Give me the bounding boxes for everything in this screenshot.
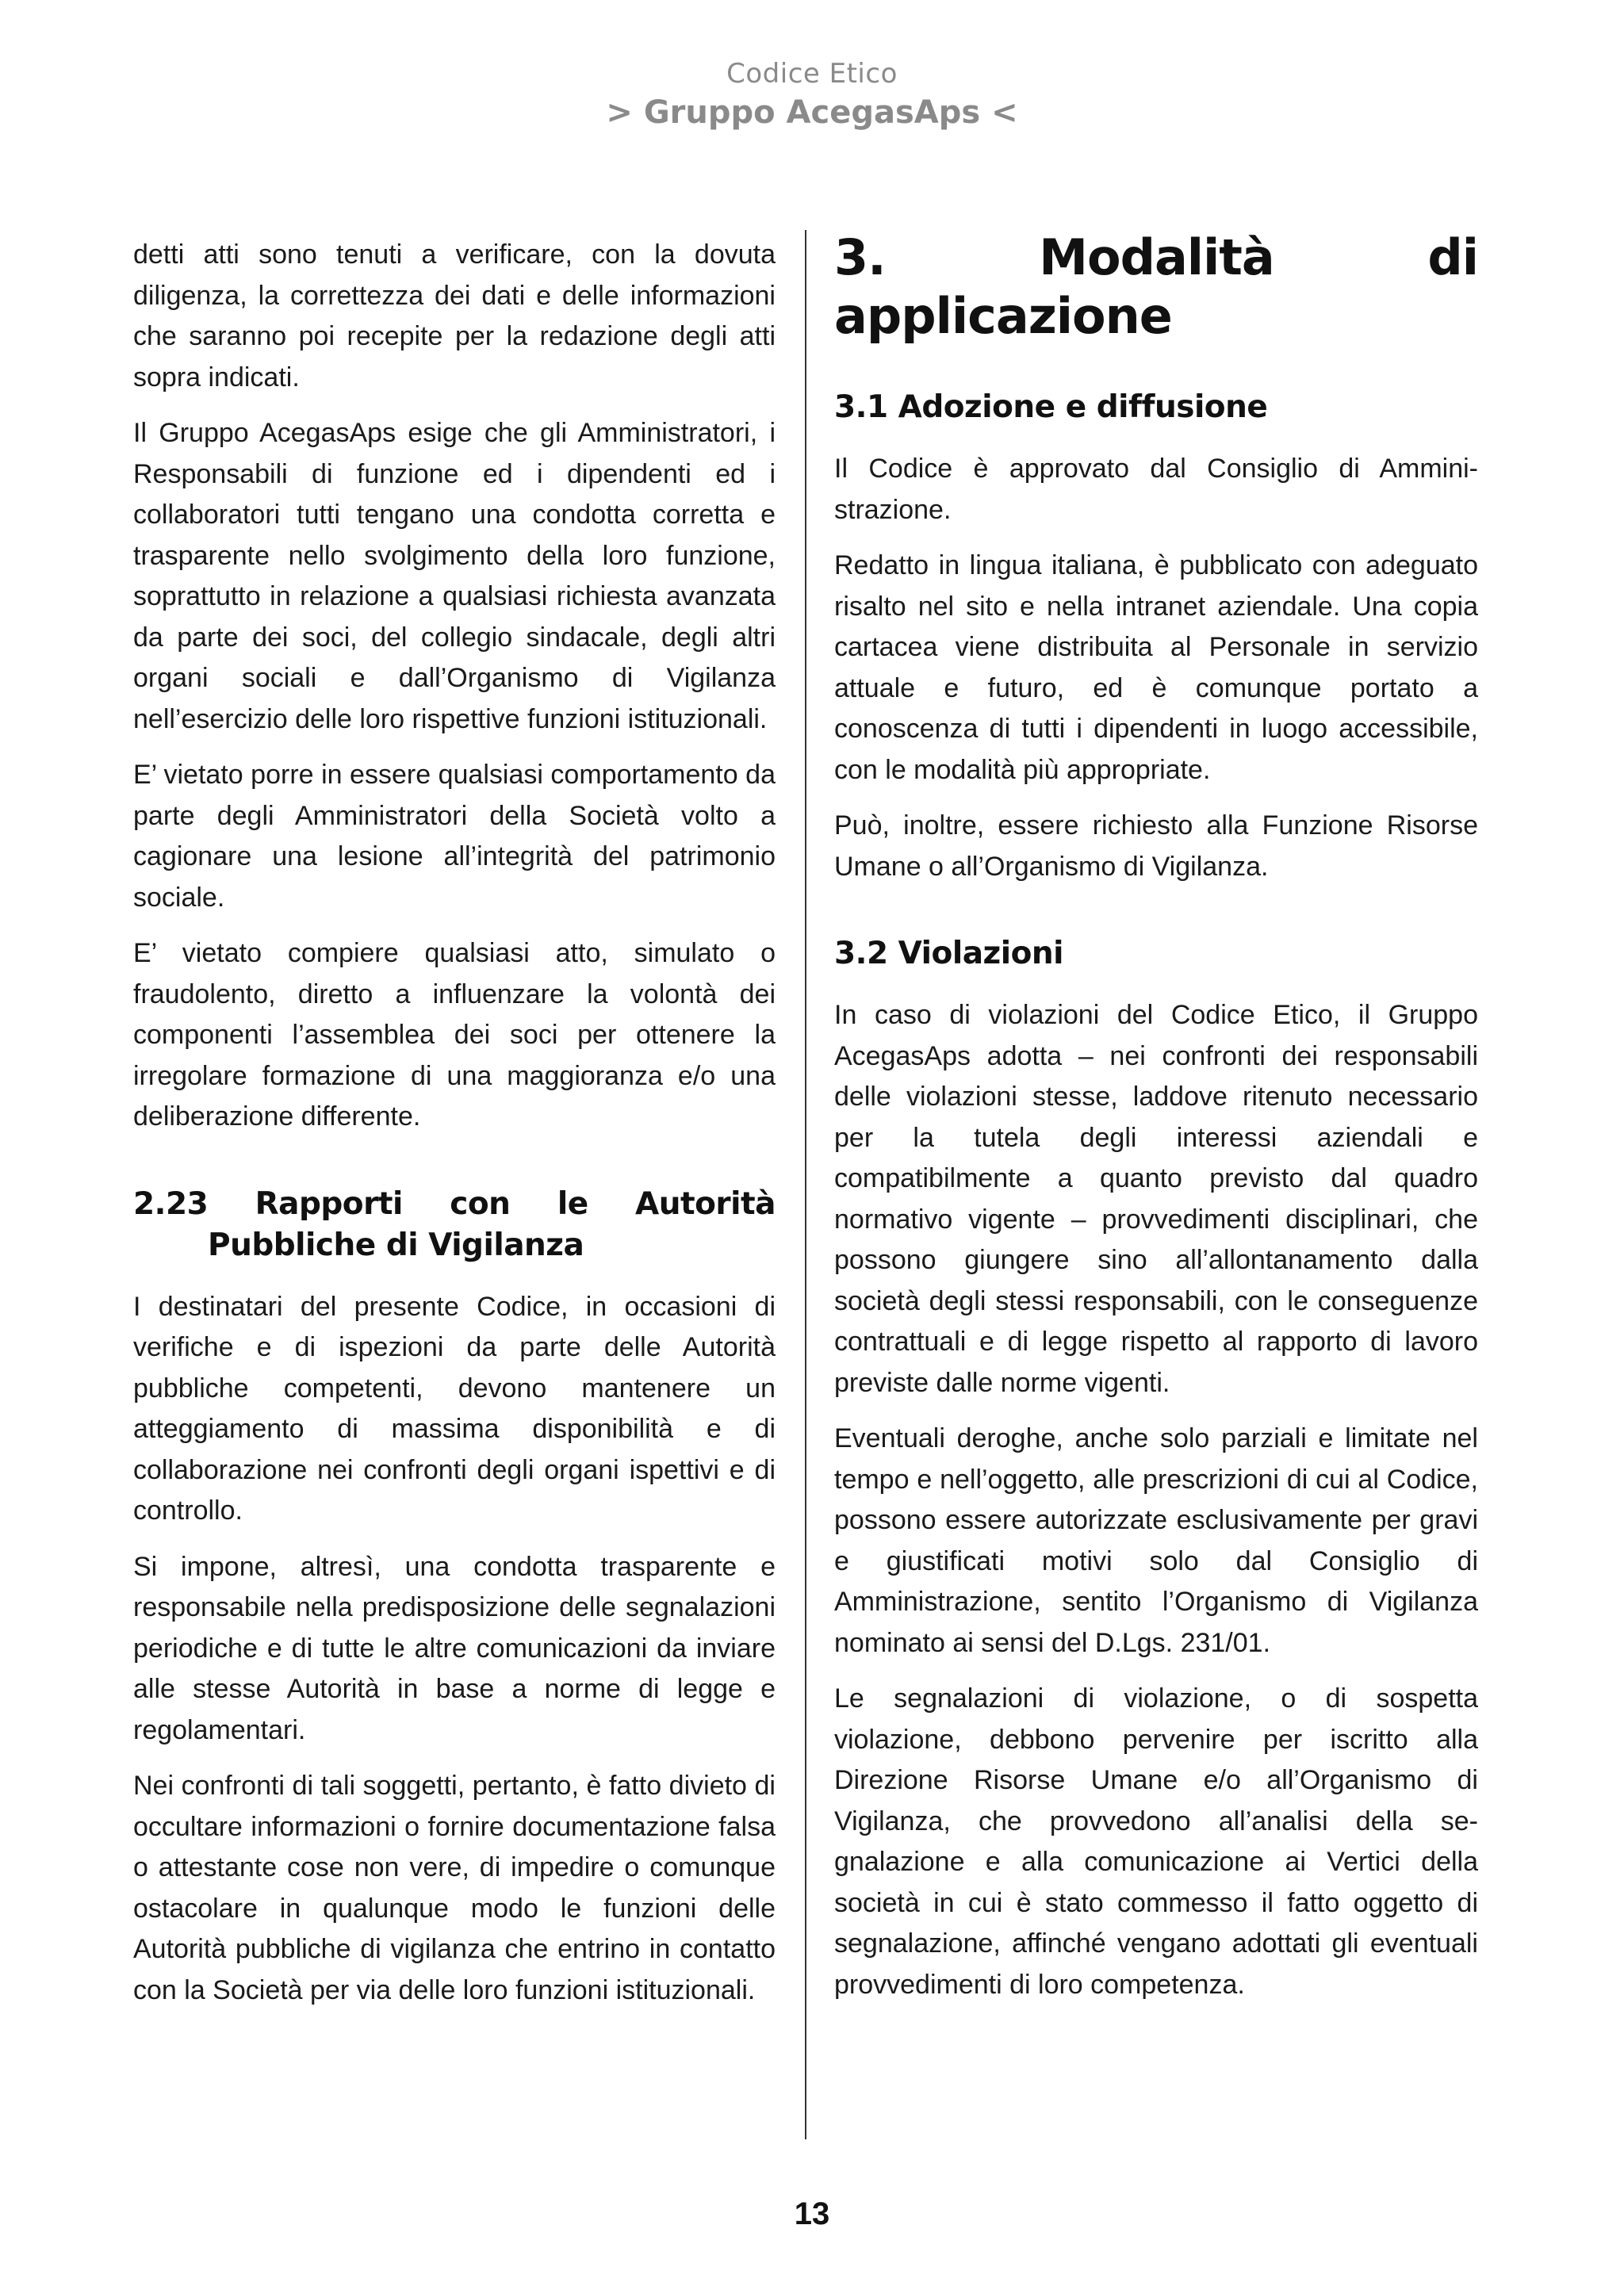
left-column: [133, 235, 776, 2026]
paragraph: detti atti sono tenuti a verificare, con la dovuta diligenza, la correttezza dei dati e delle informazioni che saranno poi recepite per la redazione degli atti sopra indicati.: [133, 239, 776, 393]
group-name: > Gruppo AcegasAps <: [606, 94, 1018, 131]
running-header: [0, 56, 1624, 133]
page-number: 13: [794, 2196, 830, 2231]
column-divider: [805, 230, 806, 2139]
section-heading-2-23: 2.23 Rapporti con le Autorità Pubbliche di Vigilanza: [133, 1185, 776, 1263]
paragraph: In caso di violazioni del Codice Etico, il Gruppo AcegasAps adotta – nei confronti dei responsabili delle violazioni stesse, laddove ritenuto necessario per la tutela degli interessi aziendali e compatibilmente a quanto previsto dal quadro normativo vigente – provvedimenti disciplinari, che possono giungere sino all’allontanamento dalla società degli stessi responsabili, con le conseguenze contrattuali e di legge rispetto al rapporto di lavoro previste dalle norme vigenti.: [834, 1000, 1478, 1398]
paragraph: Nei confronti di tali soggetti, pertanto, è fatto divieto di occultare informazioni o fornire documentazione falsa o attestante cose non vere, di impedire o comunque ostacolare in qualunque modo le funzioni delle Autorità pubbliche di vigilanza che entrino in contatto con la Società per via delle loro funzioni istituzionali.: [133, 1771, 776, 2005]
paragraph: Si impone, altresì, una condotta trasparente e responsabile nella predisposizione delle segnalazioni periodiche e di tutte le altre comunicazioni da inviare alle stesse Autorità in base a norme di legge e regolamentari.: [133, 1551, 776, 1745]
paragraph: Il Codice è approvato dal Consiglio di Amministrazione.: [834, 454, 1478, 525]
paragraph: E’ vietato porre in essere qualsiasi comportamento da parte degli Amministratori della Società volto a cagionare una lesione all’integrità del patrimonio sociale.: [133, 760, 776, 913]
section-heading-3-1: 3.1 Adozione e diffusione: [834, 389, 1268, 425]
right-column: [834, 228, 1478, 2020]
paragraph: Il Gruppo AcegasAps esige che gli Amministratori, i Responsabili di funzione ed i dipendenti ed i collaboratori tutti tengano una condotta corretta e trasparente nello svolgimento della loro funzione, soprattutto in relazione a qualsiasi richiesta avanzata da parte dei soci, del collegio sindacale, degli altri organi sociali e dall’Organismo di Vigilanza nell’esercizio delle loro rispettive funzioni istituzionali.: [133, 418, 776, 734]
chapter-heading: 3. Modalità di applicazione: [834, 228, 1478, 345]
document-title: Codice Etico: [726, 58, 898, 90]
paragraph: Può, inoltre, essere richiesto alla Funzione Risorse Umane o all’Organismo di Vigilanza.: [834, 810, 1478, 882]
paragraph: Le segnalazioni di violazione, o di sospetta violazione, debbono pervenire per iscritto alla Direzione Risorse Umane e/o all’Organismo di Vigilanza, che provvedono all’analisi della segnalazione e alla comunicazione ai Vertici della società in cui è stato commesso il fatto oggetto di segnalazione, affinché vengano adottati gli eventuali provvedimenti di loro competenza.: [834, 1683, 1478, 2000]
section-heading-3-2: 3.2 Violazioni: [834, 936, 1064, 971]
paragraph: I destinatari del presente Codice, in occasioni di verifiche e di ispezioni da parte delle Autorità pubbliche competenti, devono mantenere un atteggiamento di massima disponibilità e di collaborazione nei confronti degli organi ispettivi e di controllo.: [133, 1291, 776, 1526]
paragraph: E’ vietato compiere qualsiasi atto, simulato o fraudolento, diretto a influenzare la volontà dei componenti l’assemblea dei soci per ottenere la irregolare formazione di una maggioranza e/o una deliberazione differente.: [133, 938, 776, 1132]
paragraph: Eventuali deroghe, anche solo parziali e limitate nel tempo e nell’oggetto, alle prescrizioni di cui al Codice, possono essere autorizzate esclusivamente per gravi e giustificati motivi solo dal Consiglio di Amministrazione, sentito l’Organismo di Vigilanza nominato ai sensi del D.Lgs. 231/01.: [834, 1423, 1478, 1658]
paragraph: Redatto in lingua italiana, è pubblicato con adeguato risalto nel sito e nella intranet aziendale. Una copia cartacea viene distribuita al Personale in servizio attuale e futuro, ed è comunque portato a conoscenza di tutti i dipendenti in luogo accessibile, con le modalità più appropriate.: [834, 550, 1478, 785]
